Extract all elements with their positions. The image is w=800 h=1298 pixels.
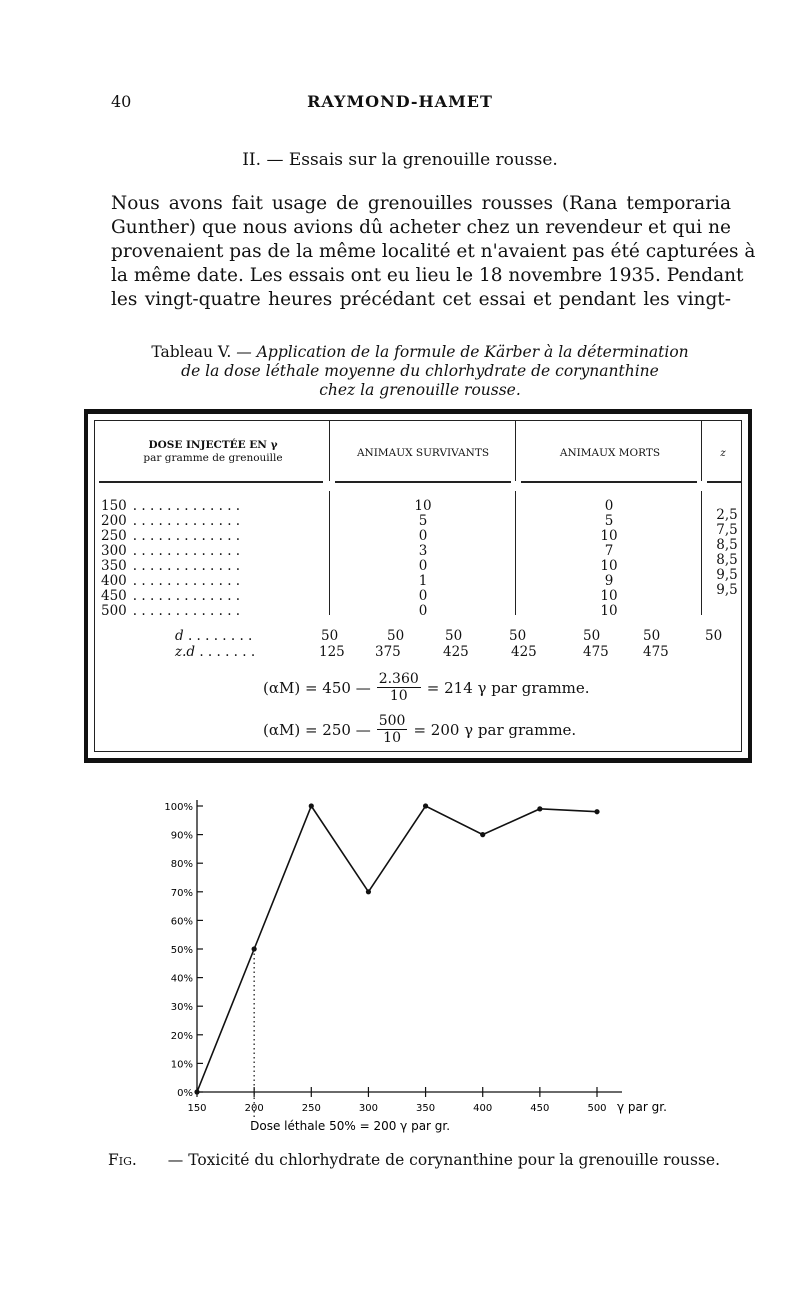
leader-dots: . . . . . . . . . . . . . bbox=[132, 498, 241, 514]
dose-row bbox=[101, 559, 329, 574]
header-z: z bbox=[720, 447, 726, 459]
y-tick-label: 100% bbox=[164, 802, 193, 813]
dose-row bbox=[101, 544, 329, 559]
leader-dots: . . . . . . . . . . . . . bbox=[132, 558, 241, 574]
lethal-dose-annotation: Dose léthale 50% = 200 γ par gr. bbox=[250, 1119, 451, 1133]
x-tick-label: 300 bbox=[358, 1103, 378, 1114]
y-tick-label: 40% bbox=[170, 973, 193, 985]
header-dose-line1: DOSE INJECTÉE EN γ bbox=[148, 439, 278, 451]
header-dead: ANIMAUX MORTS bbox=[559, 447, 661, 459]
y-tick-label: 50% bbox=[170, 945, 193, 956]
data-point bbox=[423, 803, 428, 808]
dose-value: 450 bbox=[101, 588, 127, 604]
dead-count: 7 bbox=[604, 543, 614, 559]
section-title: II. — Essais sur la grenouille rousse. bbox=[242, 150, 558, 170]
formula-2-fraction bbox=[377, 713, 408, 746]
zd-dots: . . . . . . . bbox=[195, 644, 256, 660]
y-tick-label: 0% bbox=[177, 1088, 193, 1099]
formula-2 bbox=[263, 713, 576, 746]
dose-value: 350 bbox=[101, 558, 127, 574]
paragraph-line: la même date. Les essais ont eu lieu le 18 novembre 1935. Pendant bbox=[111, 265, 744, 286]
leader-dots: . . . . . . . . . . . . . bbox=[132, 528, 241, 544]
page-header bbox=[0, 92, 800, 116]
y-tick-label: 30% bbox=[170, 1002, 193, 1014]
zd-label: z.d bbox=[175, 644, 196, 660]
paragraph-line: provenaient pas de la même localité et n'avaient pas été capturées à bbox=[111, 241, 756, 262]
dead-count: 0 bbox=[604, 498, 614, 514]
dose-value: 400 bbox=[101, 573, 127, 589]
data-point bbox=[252, 946, 257, 951]
zd-value: 475 bbox=[583, 644, 609, 660]
dose-value: 150 bbox=[101, 498, 127, 514]
header-rule bbox=[99, 481, 323, 483]
d-label: d bbox=[175, 628, 184, 644]
x-tick-label: 200 bbox=[244, 1103, 264, 1114]
z-value: 7,5 bbox=[716, 522, 738, 538]
table-caption-line2: de la dose léthale moyenne du chlorhydrate de corynanthine bbox=[181, 362, 659, 380]
d-row-label bbox=[175, 629, 252, 644]
figure-caption bbox=[108, 1151, 748, 1169]
survivor-count: 0 bbox=[418, 588, 428, 604]
survivor-count: 1 bbox=[418, 573, 428, 589]
x-unit-label: γ par gr. bbox=[617, 1100, 667, 1114]
leader-dots: . . . . . . . . . . . . . bbox=[132, 603, 241, 619]
figure-caption-text: — Toxicité du chlorhydrate de corynanthine pour la grenouille rousse. bbox=[167, 1151, 721, 1169]
dose-row bbox=[101, 499, 329, 514]
data-point bbox=[537, 806, 542, 811]
data-point bbox=[366, 889, 371, 894]
dose-value: 200 bbox=[101, 513, 127, 529]
table-caption-line1: — Application de la formule de Kärber à la détermination bbox=[236, 343, 689, 361]
header-dose-line2: par gramme de grenouille bbox=[143, 452, 283, 464]
y-tick-label: 90% bbox=[170, 830, 193, 842]
d-value: 50 bbox=[445, 628, 463, 644]
z-value: 8,5 bbox=[716, 537, 738, 553]
y-tick-label: 70% bbox=[170, 887, 193, 899]
dead-count: 10 bbox=[600, 528, 618, 544]
d-value: 50 bbox=[321, 628, 339, 644]
leader-dots: . . . . . . . . . . . . . bbox=[132, 513, 241, 529]
header-divider bbox=[329, 421, 330, 481]
survivor-count: 0 bbox=[418, 558, 428, 574]
header-divider bbox=[515, 421, 516, 481]
formula-1-denominator: 10 bbox=[389, 688, 408, 704]
dead-count: 5 bbox=[604, 513, 614, 529]
header-divider bbox=[701, 421, 702, 481]
formula-2-rhs: = 200 γ par gramme. bbox=[413, 720, 577, 739]
survivor-count: 0 bbox=[418, 528, 428, 544]
y-tick-label: 80% bbox=[170, 859, 193, 871]
x-tick-label: 400 bbox=[473, 1103, 493, 1114]
zd-row-label bbox=[175, 645, 255, 660]
page-number: 40 bbox=[111, 92, 132, 111]
survivor-count: 10 bbox=[414, 498, 432, 514]
paragraph-line: les vingt-quatre heures précédant cet essai et pendant les vingt- bbox=[111, 289, 731, 310]
data-point bbox=[594, 809, 599, 814]
zd-value: 425 bbox=[443, 644, 469, 660]
d-dots: . . . . . . . . bbox=[183, 628, 253, 644]
survivor-count: 3 bbox=[418, 543, 428, 559]
data-point bbox=[480, 832, 485, 837]
survivor-count: 5 bbox=[418, 513, 428, 529]
formula-1-rhs: = 214 γ par gramme. bbox=[426, 678, 590, 697]
dose-value: 250 bbox=[101, 528, 127, 544]
z-value: 9,5 bbox=[716, 567, 738, 583]
x-tick-label: 150 bbox=[187, 1103, 207, 1114]
table-inner-border bbox=[94, 420, 742, 752]
data-point bbox=[194, 1089, 199, 1094]
paragraph-line: Gunther) que nous avions dû acheter chez un revendeur et qui ne bbox=[111, 217, 731, 238]
dose-row bbox=[101, 514, 329, 529]
leader-dots: . . . . . . . . . . . . . bbox=[132, 573, 241, 589]
z-column bbox=[703, 508, 751, 598]
formula-1 bbox=[263, 671, 590, 704]
dose-value: 300 bbox=[101, 543, 127, 559]
body-divider bbox=[701, 491, 702, 615]
header-rule bbox=[521, 481, 697, 483]
body-paragraph bbox=[111, 192, 756, 312]
header-survivors: ANIMAUX SURVIVANTS bbox=[356, 447, 490, 459]
table-caption-line3: chez la grenouille rousse. bbox=[319, 381, 521, 399]
header-rule bbox=[707, 481, 741, 483]
z-value: 8,5 bbox=[716, 552, 738, 568]
d-value: 50 bbox=[509, 628, 527, 644]
running-title: RAYMOND-HAMET bbox=[307, 92, 493, 111]
leader-dots: . . . . . . . . . . . . . bbox=[132, 588, 241, 604]
formula-2-numerator: 500 bbox=[378, 713, 406, 729]
zd-value: 375 bbox=[375, 644, 401, 660]
formula-1-numerator: 2.360 bbox=[378, 671, 419, 687]
y-tick-label: 10% bbox=[170, 1059, 193, 1071]
dead-count: 10 bbox=[600, 588, 618, 604]
paragraph-line: Nous avons fait usage de grenouilles rousses (Rana temporaria bbox=[111, 193, 731, 214]
d-value: 50 bbox=[583, 628, 601, 644]
series-line bbox=[197, 806, 597, 1092]
survivors-column bbox=[331, 499, 515, 619]
d-value: 50 bbox=[643, 628, 661, 644]
body-divider bbox=[329, 491, 330, 615]
formula-1-lhs: (αM) = 450 — bbox=[263, 678, 371, 697]
z-value: 9,5 bbox=[716, 582, 738, 598]
x-tick-label: 250 bbox=[301, 1103, 321, 1114]
formula-1-fraction bbox=[377, 671, 421, 704]
toxicity-chart bbox=[140, 790, 700, 1140]
y-tick-label: 20% bbox=[170, 1030, 193, 1042]
zd-value: 475 bbox=[643, 644, 669, 660]
d-value: 50 bbox=[387, 628, 405, 644]
z-value: 2,5 bbox=[716, 507, 738, 523]
zd-value: 425 bbox=[511, 644, 537, 660]
data-point bbox=[309, 803, 314, 808]
dead-count: 10 bbox=[600, 558, 618, 574]
dose-column bbox=[101, 499, 329, 619]
y-tick-label: 60% bbox=[170, 916, 193, 928]
d-value: 50 bbox=[705, 628, 723, 644]
body-divider bbox=[515, 491, 516, 615]
data-table bbox=[84, 409, 752, 763]
formula-2-lhs: (αM) = 250 — bbox=[263, 720, 371, 739]
table-caption-label: Tableau V. bbox=[151, 343, 232, 361]
zd-value: 125 bbox=[319, 644, 345, 660]
survivor-count: 0 bbox=[418, 603, 428, 619]
dead-count: 9 bbox=[604, 573, 614, 589]
dose-row bbox=[101, 589, 329, 604]
table-caption bbox=[110, 343, 730, 400]
leader-dots: . . . . . . . . . . . . . bbox=[132, 543, 241, 559]
dose-row bbox=[101, 574, 329, 589]
x-tick-label: 500 bbox=[587, 1103, 607, 1114]
header-rule bbox=[335, 481, 511, 483]
header-dose bbox=[99, 439, 327, 465]
x-tick-label: 350 bbox=[416, 1103, 436, 1114]
dead-column bbox=[517, 499, 701, 619]
figure-caption-label: Fig. bbox=[108, 1151, 137, 1169]
dead-count: 10 bbox=[600, 603, 618, 619]
dose-value: 500 bbox=[101, 603, 127, 619]
formula-2-denominator: 10 bbox=[383, 730, 401, 746]
x-tick-label: 450 bbox=[530, 1103, 550, 1114]
dose-row bbox=[101, 604, 329, 619]
dose-row bbox=[101, 529, 329, 544]
